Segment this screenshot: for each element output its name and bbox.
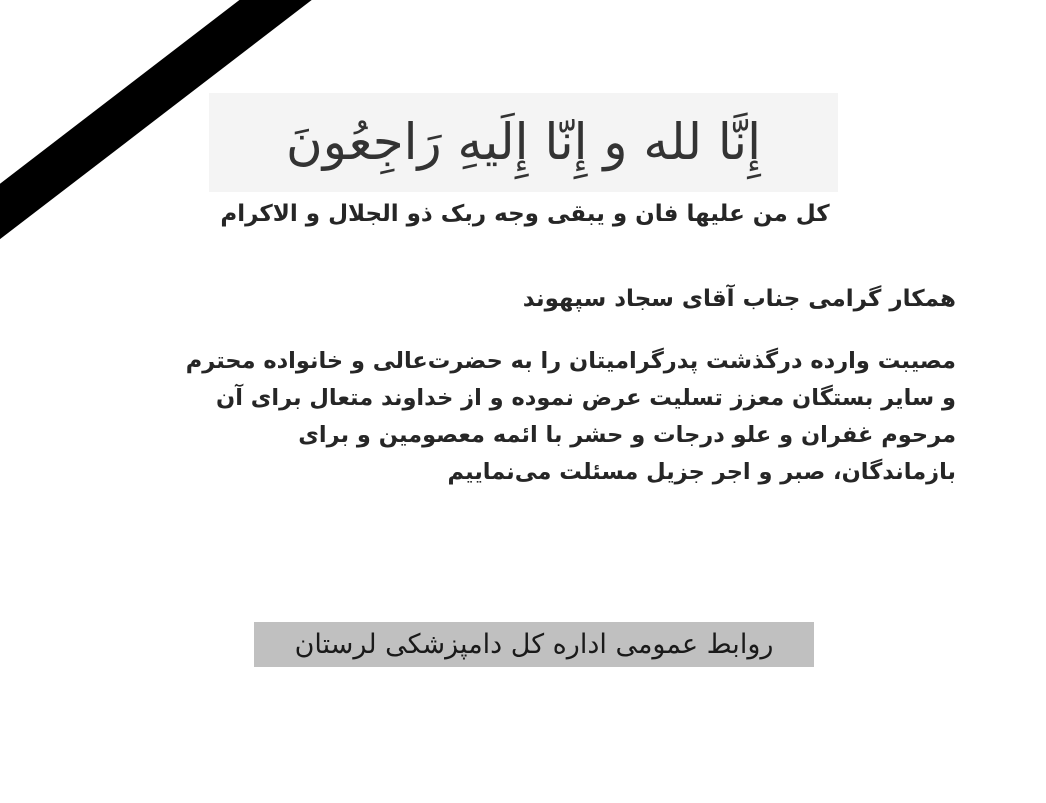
- sub-verse-line: كل من علیها فان و یبقی وجه ربک ذو الجلال و الاکرام: [220, 201, 830, 227]
- signature-line: روابط عمومی اداره کل دامپزشکی لرستان: [294, 629, 774, 660]
- message-line: مرحوم غفران و علو درجات و حشر با ائمه معصومین و برای: [298, 422, 956, 448]
- condolence-message: [80, 343, 956, 491]
- quran-verse-heading: إِنَّا لله و إِنّا إِلَیهِ رَاجِعُونَ: [286, 113, 761, 171]
- message-line: بازماندگان، صبر و اجر جزیل مسئلت می‌نماییم: [447, 459, 956, 485]
- addressee-line: همکار گرامی جناب آقای سجاد سپهوند: [522, 286, 956, 312]
- message-line: و سایر بستگان معزز تسلیت عرض نموده و از خداوند متعال برای آن: [216, 385, 956, 411]
- message-line: مصیبت وارده درگذشت پدرگرامیتان را به حضرت‌عالی و خانواده محترم: [185, 348, 956, 374]
